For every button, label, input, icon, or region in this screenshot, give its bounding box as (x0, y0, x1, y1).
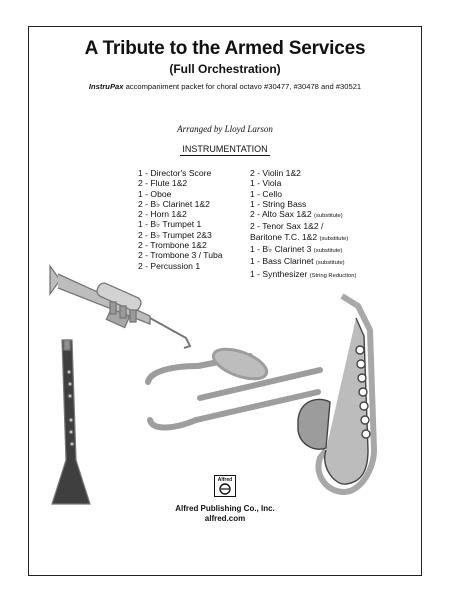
instrument-label: 2 - Tenor Sax 1&2 / (250, 221, 324, 232)
clarinet-icon (52, 340, 90, 504)
page-title: A Tribute to the Armed Services (84, 38, 366, 59)
instrument-label: 2 - Violin 1&2 (250, 168, 301, 178)
alfred-logo (214, 475, 236, 497)
publisher-name: Alfred Publishing Co., Inc. (175, 504, 275, 513)
instrument-label: 1 - Cello (250, 188, 282, 199)
instrument-note: (substitute) (314, 213, 343, 220)
instrument-note: (String Reduction) (309, 272, 357, 279)
instrument-label: 1 - Oboe (138, 188, 172, 199)
instrument-label: 1 - Director's Score (138, 168, 212, 178)
instrument-note: (substitute) (319, 235, 349, 242)
instrument-label: 2 - Percussion 1 (138, 260, 201, 271)
instrument-label: 2 - B♭ Clarinet 1&2 (138, 198, 210, 209)
arranger-credit: Arranged by Lloyd Larson (177, 124, 273, 134)
instrument-label: 1 - B♭ Clarinet 3 (250, 244, 312, 255)
page-subtitle: (Full Orchestration) (169, 62, 281, 76)
instrument-note: (substitute) (313, 248, 343, 255)
instrument-label: 2 - B♭ Trumpet 2&3 (138, 229, 212, 240)
alfred-logo-mark (215, 476, 235, 496)
instrument-label: 1 - Bass Clarinet (250, 256, 314, 267)
packet-brand: InstruPax (88, 82, 124, 91)
alfred-logo-text: Alfred (217, 477, 233, 483)
instrument-note: (substitute) (315, 260, 345, 267)
trumpet-icon (50, 266, 190, 348)
instrument-label: 2 - Horn 1&2 (138, 209, 187, 220)
instrument-label: 2 - Flute 1&2 (138, 178, 188, 189)
instrument-label: Baritone T.C. 1&2 (250, 231, 318, 242)
instrument-label: 1 - B♭ Trumpet 1 (138, 219, 202, 230)
packet-text: accompaniment packet for choral octavo #30477, #30478 and #30521 (123, 82, 362, 91)
instrument-label: 2 - Trombone 3 / Tuba (138, 250, 223, 261)
instrumentation-heading-text: INSTRUMENTATION (182, 144, 268, 154)
instrument-label: 1 - Synthesizer (250, 268, 308, 279)
trombone-icon (148, 343, 320, 427)
instrument-label: 2 - Trombone 1&2 (138, 240, 207, 251)
publisher-website: alfred.com (204, 514, 246, 523)
instrument-label: 1 - Viola (250, 178, 282, 189)
instrument-label: 1 - String Bass (250, 198, 307, 209)
instrument-label: 2 - Alto Sax 1&2 (250, 209, 312, 220)
